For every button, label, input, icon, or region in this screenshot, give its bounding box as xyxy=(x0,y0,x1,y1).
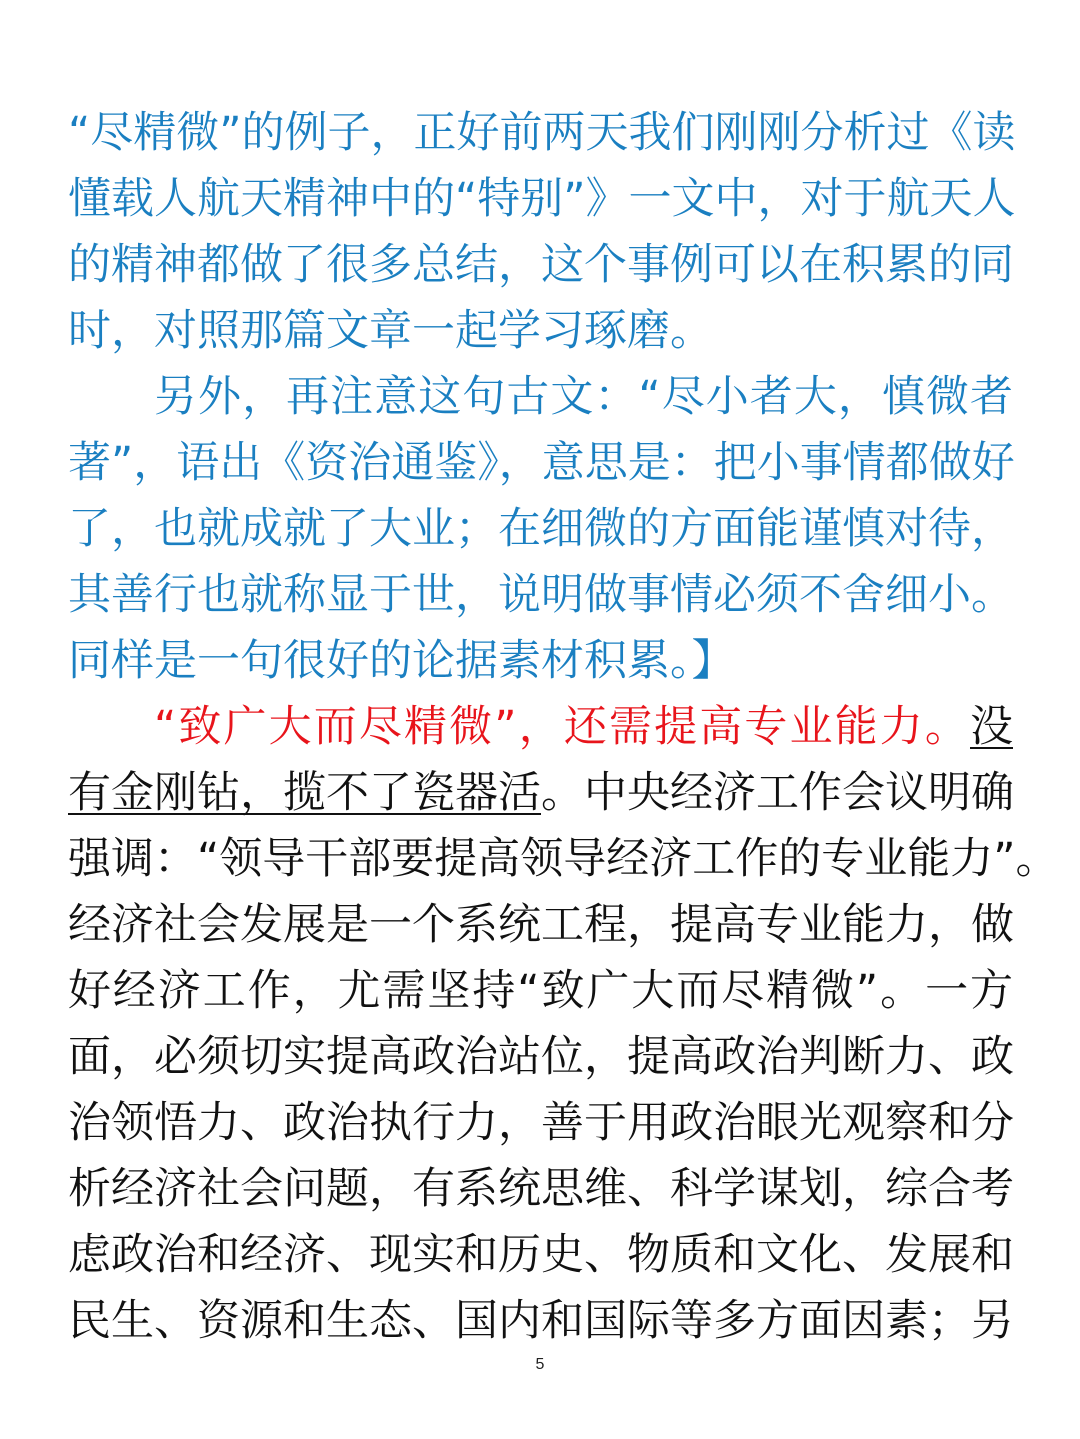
page-number: 5 xyxy=(535,1356,545,1373)
body-text-line: 强调：“领导干部要提高领导经济工作的专业能力”。 xyxy=(68,834,1059,884)
body-text-line: 虑政治和经济、现实和历史、物质和文化、发展和 xyxy=(68,1230,1014,1280)
blue-text-line: 的精神都做了很多总结，这个事例可以在积累的同 xyxy=(68,240,1014,290)
body-text-line: 经济社会发展是一个系统工程，提高专业能力，做 xyxy=(68,900,1014,950)
blue-text-line: “尽精微”的例子，正好前两天我们刚刚分析过《读 xyxy=(68,108,1016,158)
blue-text-line: 同样是一句很好的论据素材积累。】 xyxy=(68,636,735,686)
body-text-line xyxy=(68,760,1013,826)
body-text-line: 民生、资源和生态、国内和国际等多方面因素；另 xyxy=(68,1296,1014,1346)
body-text: 。中央经济工作会议明确 xyxy=(541,768,1014,818)
body-text-line: 面，必须切实提高政治站位，提高政治判断力、政 xyxy=(68,1032,1014,1082)
body-text-line: 析经济社会问题，有系统思维、科学谋划，综合考 xyxy=(68,1164,1014,1214)
blue-text-line: 著”，语出《资治通鉴》，意思是：把小事情都做好 xyxy=(68,438,1015,488)
blue-text-line: 其善行也就称显于世，说明做事情必须不舍细小。 xyxy=(68,570,1014,620)
body-text-line: 好经济工作，尤需坚持“致广大而尽精微”。一方 xyxy=(68,966,1013,1016)
underlined-text: 有金刚钻，揽不了瓷器活 xyxy=(68,768,541,818)
underlined-text: 没 xyxy=(970,702,1013,752)
body-text-line xyxy=(68,694,1013,760)
blue-text-line: 另外，再注意这句古文：“尽小者大，慎微者 xyxy=(154,372,1013,422)
body-text-line: 治领悟力、政治执行力，善于用政治眼光观察和分 xyxy=(68,1098,1014,1148)
blue-text-line: 了，也就成就了大业；在细微的方面能谨慎对待， xyxy=(68,504,1014,554)
red-heading-text: “致广大而尽精微”，还需提高专业能力。 xyxy=(154,702,970,752)
blue-text-line: 懂载人航天精神中的“特别”》一文中，对于航天人 xyxy=(68,174,1016,224)
blue-text-line: 时，对照那篇文章一起学习琢磨。 xyxy=(68,306,713,356)
